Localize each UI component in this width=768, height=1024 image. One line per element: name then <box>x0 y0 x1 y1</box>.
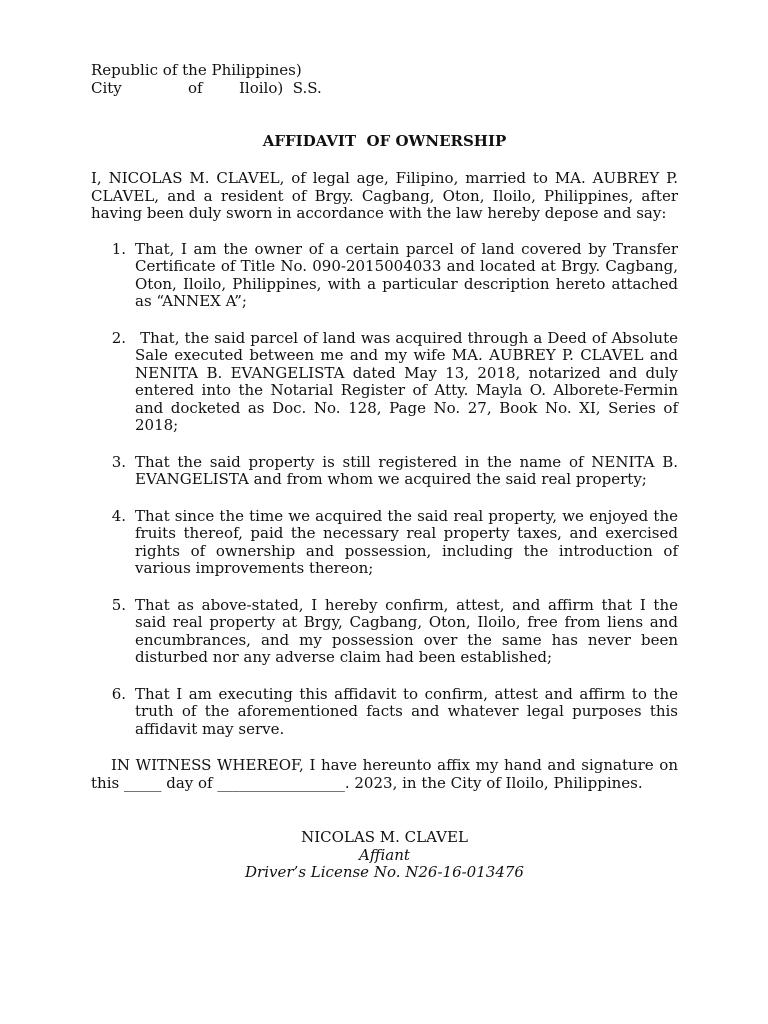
witness-paragraph: IN WITNESS WHEREOF, I have hereunto affix my hand and signature on this _____ day of _________________. 2023, in the City of Iloilo, Philippines. <box>91 756 678 792</box>
venue-city-word: City <box>91 78 122 97</box>
list-item <box>91 241 678 311</box>
item-number: 3. <box>111 452 126 471</box>
deposition-list <box>91 239 683 739</box>
item-text: That the said property is still registered in the name of NENITA B. EVANGELISTA and from whom we acquired the said real property; <box>135 452 678 488</box>
list-item <box>91 686 678 739</box>
item-number: 5. <box>111 595 126 614</box>
venue-city-line <box>91 80 678 98</box>
item-number: 2. <box>111 328 126 347</box>
affidavit-document <box>91 61 683 882</box>
item-text: That as above-stated, I hereby confirm, attest, and affirm that I the said real property at Brgy, Cagbang, Oton, Iloilo, free from liens and encumbrances, and my possession over the same has never been disturbed nor any adverse claim had been established; <box>135 595 678 666</box>
signature-block <box>91 829 678 882</box>
affiant-role: Affiant <box>359 845 410 864</box>
intro-paragraph: I, NICOLAS M. CLAVEL, of legal age, Filipino, married to MA. AUBREY P. CLAVEL, and a resident of Brgy. Cagbang, Oton, Iloilo, Philippines, after having been duly sworn in accordance with the law hereby depose and say: <box>91 169 678 222</box>
list-item <box>91 597 678 667</box>
item-text: That I am executing this affidavit to confirm, attest and affirm to the truth of the aforementioned facts and whatever legal purposes this affidavit may serve. <box>135 684 678 738</box>
drivers-license: Driver’s License No. N26-16-013476 <box>245 863 524 881</box>
document-title: AFFIDAVIT OF OWNERSHIP <box>262 132 507 150</box>
venue-city-name: Iloilo) S.S. <box>239 78 322 97</box>
list-item <box>91 454 678 489</box>
item-text: That since the time we acquired the said real property, we enjoyed the fruits thereof, paid the necessary real property taxes, and exercised rights of ownership and possession, including the introduction of various improvements thereon; <box>135 506 678 577</box>
venue-block <box>91 62 678 97</box>
venue-republic-line: Republic of the Philippines) <box>91 61 302 79</box>
item-text: That, the said parcel of land was acquired through a Deed of Absolute Sale executed between me and my wife MA. AUBREY P. CLAVEL and NENITA B. EVANGELISTA dated May 13, 2018, notarized and duly entered into the Notarial Register of Atty. Mayla O. Alborete-Fermin and docketed as Doc. No. 128, Page No. 27, Book No. XI, Series of 2018; <box>135 328 683 434</box>
item-number: 1. <box>111 239 126 258</box>
list-item <box>91 508 678 578</box>
list-item <box>91 328 683 435</box>
affiant-name: NICOLAS M. CLAVEL <box>301 828 468 846</box>
item-number: 6. <box>111 684 126 703</box>
item-text: That, I am the owner of a certain parcel of land covered by Transfer Certificate of Title No. 090-2015004033 and located at Brgy. Cagbang, Oton, Iloilo, Philippines, with a particular description hereto attached as “ANNEX A”; <box>135 239 678 310</box>
item-number: 4. <box>111 506 126 525</box>
venue-of-word: of <box>188 78 203 97</box>
